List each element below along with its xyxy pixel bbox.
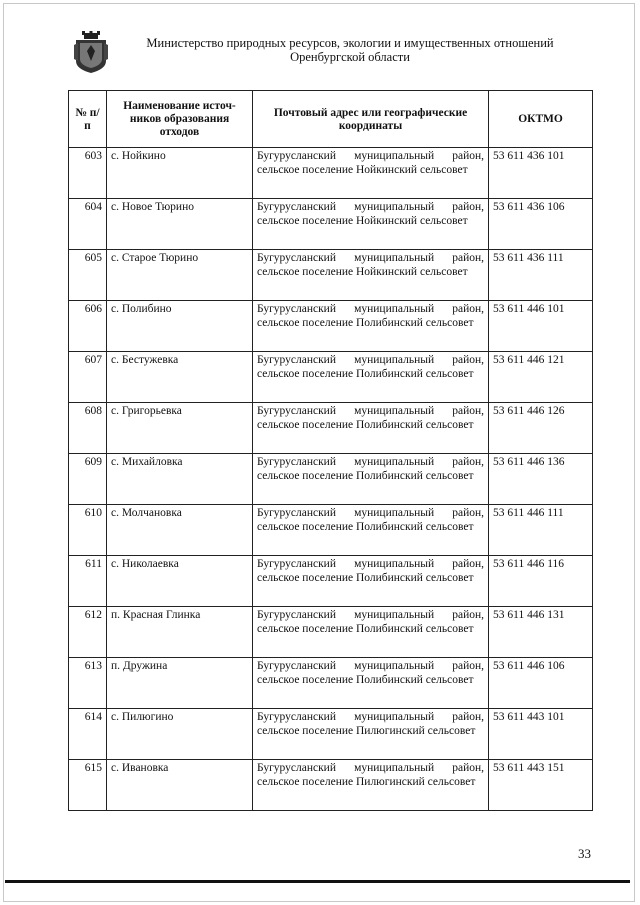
cell-num: 614 [69,709,107,760]
cell-oktmo: 53 611 446 111 [489,505,593,556]
cell-oktmo: 53 611 446 126 [489,403,593,454]
table-row [69,556,593,607]
cell-address: Бугурусланский муниципальный район, сельское поселение Нойкинский сельсовет [253,199,489,250]
cell-name: с. Пилюгино [107,709,253,760]
cell-oktmo: 53 611 436 111 [489,250,593,301]
table-row [69,199,593,250]
cell-name: с. Полибино [107,301,253,352]
cell-num: 606 [69,301,107,352]
cell-oktmo: 53 611 446 121 [489,352,593,403]
cell-oktmo: 53 611 436 106 [489,199,593,250]
cell-address: Бугурусланский муниципальный район, сельское поселение Полибинский сельсовет [253,505,489,556]
header-num: № п/п [69,91,107,148]
header-address: Почтовый адрес или географические координаты [253,91,489,148]
cell-address: Бугурусланский муниципальный район, сельское поселение Полибинский сельсовет [253,301,489,352]
cell-address: Бугурусланский муниципальный район, сельское поселение Полибинский сельсовет [253,403,489,454]
header-ministry-line: Министерство природных ресурсов, экологии и имущественных отношений [146,36,554,50]
cell-num: 604 [69,199,107,250]
waste-sources-table [68,90,593,811]
cell-name: с. Николаевка [107,556,253,607]
cell-num: 615 [69,760,107,811]
cell-name: п. Красная Глинка [107,607,253,658]
cell-num: 609 [69,454,107,505]
cell-num: 612 [69,607,107,658]
footer-rule [5,880,630,883]
cell-address: Бугурусланский муниципальный район, сельское поселение Пилюгинский сельсовет [253,760,489,811]
table-row [69,658,593,709]
cell-oktmo: 53 611 446 106 [489,658,593,709]
cell-name: с. Бестужевка [107,352,253,403]
cell-oktmo: 53 611 446 116 [489,556,593,607]
header-name: Наименование источ-ников образования отходов [107,91,253,148]
cell-address: Бугурусланский муниципальный район, сельское поселение Полибинский сельсовет [253,556,489,607]
table-row [69,760,593,811]
cell-name: с. Григорьевка [107,403,253,454]
cell-oktmo: 53 611 446 131 [489,607,593,658]
table-row [69,148,593,199]
cell-name: с. Старое Тюрино [107,250,253,301]
cell-name: с. Нойкино [107,148,253,199]
cell-name: с. Ивановка [107,760,253,811]
cell-address: Бугурусланский муниципальный район, сельское поселение Полибинский сельсовет [253,454,489,505]
table-row [69,709,593,760]
cell-address: Бугурусланский муниципальный район, сельское поселение Полибинский сельсовет [253,658,489,709]
header-oktmo: ОКТМО [489,91,593,148]
cell-address: Бугурусланский муниципальный район, сельское поселение Полибинский сельсовет [253,352,489,403]
document-header [120,36,580,64]
table-row [69,403,593,454]
cell-oktmo: 53 611 446 101 [489,301,593,352]
cell-num: 613 [69,658,107,709]
cell-name: с. Молчановка [107,505,253,556]
table-body [69,148,593,811]
cell-num: 608 [69,403,107,454]
cell-num: 605 [69,250,107,301]
table-row [69,250,593,301]
cell-address: Бугурусланский муниципальный район, сельское поселение Пилюгинский сельсовет [253,709,489,760]
cell-address: Бугурусланский муниципальный район, сельское поселение Полибинский сельсовет [253,607,489,658]
table-header-row [69,91,593,148]
cell-oktmo: 53 611 436 101 [489,148,593,199]
cell-oktmo: 53 611 443 101 [489,709,593,760]
page-number: 33 [578,846,591,861]
table-row [69,454,593,505]
cell-address: Бугурусланский муниципальный район, сельское поселение Нойкинский сельсовет [253,250,489,301]
table-row [69,352,593,403]
cell-oktmo: 53 611 443 151 [489,760,593,811]
coat-of-arms-icon [74,31,108,73]
table-row [69,607,593,658]
cell-name: с. Михайловка [107,454,253,505]
table-row [69,301,593,352]
cell-address: Бугурусланский муниципальный район, сельское поселение Нойкинский сельсовет [253,148,489,199]
cell-name: п. Дружина [107,658,253,709]
header-region-line: Оренбургской области [290,50,410,64]
cell-num: 603 [69,148,107,199]
cell-num: 611 [69,556,107,607]
cell-oktmo: 53 611 446 136 [489,454,593,505]
cell-num: 610 [69,505,107,556]
cell-name: с. Новое Тюрино [107,199,253,250]
cell-num: 607 [69,352,107,403]
table-row [69,505,593,556]
